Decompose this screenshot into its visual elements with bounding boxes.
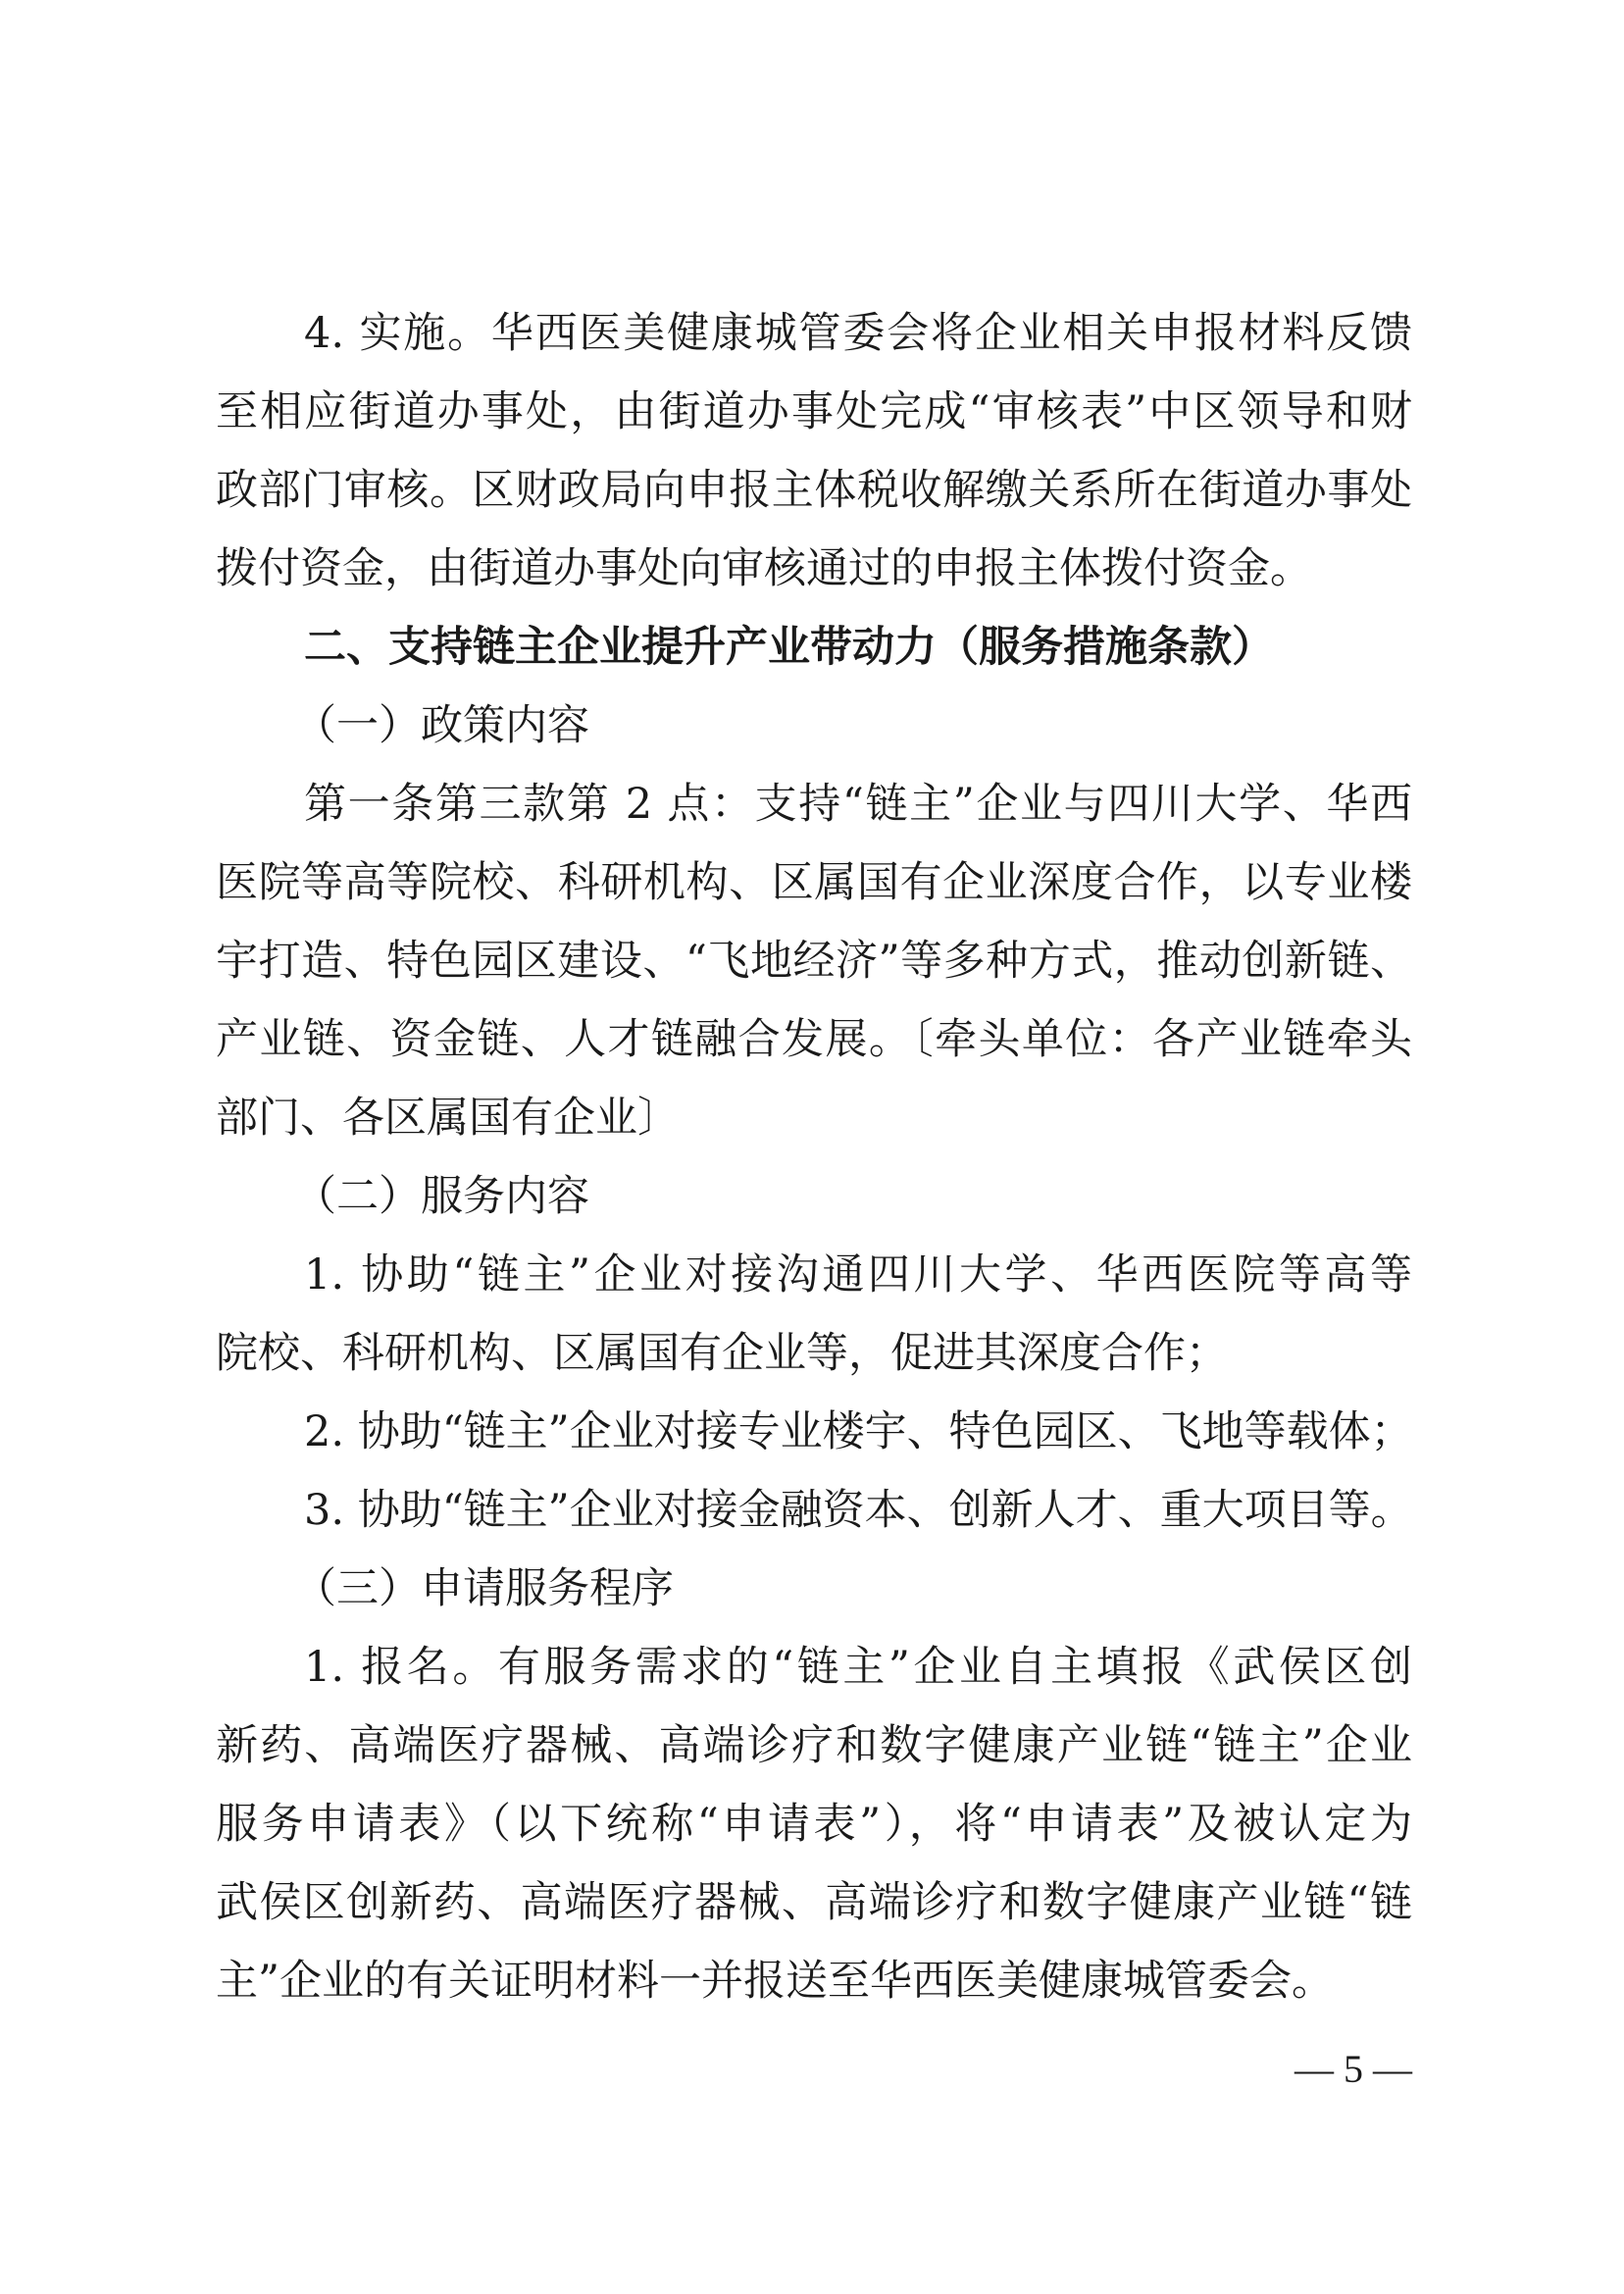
paragraph-line: 政部门审核。区财政局向申报主体税收解缴关系所在街道办事处 (216, 466, 1412, 515)
subsection-heading: （三）申请服务程序 (294, 1564, 674, 1613)
paragraph-line: 院校、科研机构、区属国有企业等，促进其深度合作； (216, 1329, 1228, 1378)
subsection-heading: （二）服务内容 (294, 1172, 589, 1221)
paragraph-line: 2. 协助“链主”企业对接专业楼宇、特色园区、飞地等载体； (304, 1407, 1413, 1456)
paragraph-line: 医院等高等院校、科研机构、区属国有企业深度合作，以专业楼 (216, 858, 1412, 907)
paragraph-line: 宇打造、特色园区建设、“飞地经济”等多种方式，推动创新链、 (216, 937, 1412, 986)
paragraph-line: 1. 协助“链主”企业对接沟通四川大学、华西医院等高等 (304, 1250, 1412, 1300)
paragraph-line: 第一条第三款第 2 点：支持“链主”企业与四川大学、华西 (304, 780, 1412, 829)
paragraph-line: 3. 协助“链主”企业对接金融资本、创新人才、重大项目等。 (304, 1486, 1413, 1535)
paragraph-line: 拨付资金，由街道办事处向审核通过的申报主体拨付资金。 (216, 544, 1312, 593)
paragraph-line: 新药、高端医疗器械、高端诊疗和数字健康产业链“链主”企业 (216, 1721, 1412, 1770)
paragraph-line: 主”企业的有关证明材料一并报送至华西医美健康城管委会。 (216, 1957, 1334, 2006)
paragraph-line: 1. 报名。有服务需求的“链主”企业自主填报《武侯区创 (304, 1643, 1412, 1692)
page-number: — 5 — (1294, 2047, 1412, 2091)
subsection-heading: （一）政策内容 (294, 701, 589, 750)
paragraph-line: 服务申请表》（以下统称“申请表”），将“申请表”及被认定为 (216, 1800, 1412, 1849)
paragraph-line: 部门、各区属国有企业〕 (216, 1094, 680, 1143)
paragraph-line: 至相应街道办事处，由街道办事处完成“审核表”中区领导和财 (216, 387, 1412, 436)
paragraph-line: 4. 实施。华西医美健康城管委会将企业相关申报材料反馈 (304, 309, 1412, 358)
paragraph-line: 产业链、资金链、人才链融合发展。〔牵头单位：各产业链牵头 (216, 1015, 1412, 1064)
paragraph-line: 武侯区创新药、高端医疗器械、高端诊疗和数字健康产业链“链 (216, 1878, 1412, 1927)
section-heading: 二、支持链主企业提升产业带动力（服务措施条款） (304, 623, 1274, 672)
